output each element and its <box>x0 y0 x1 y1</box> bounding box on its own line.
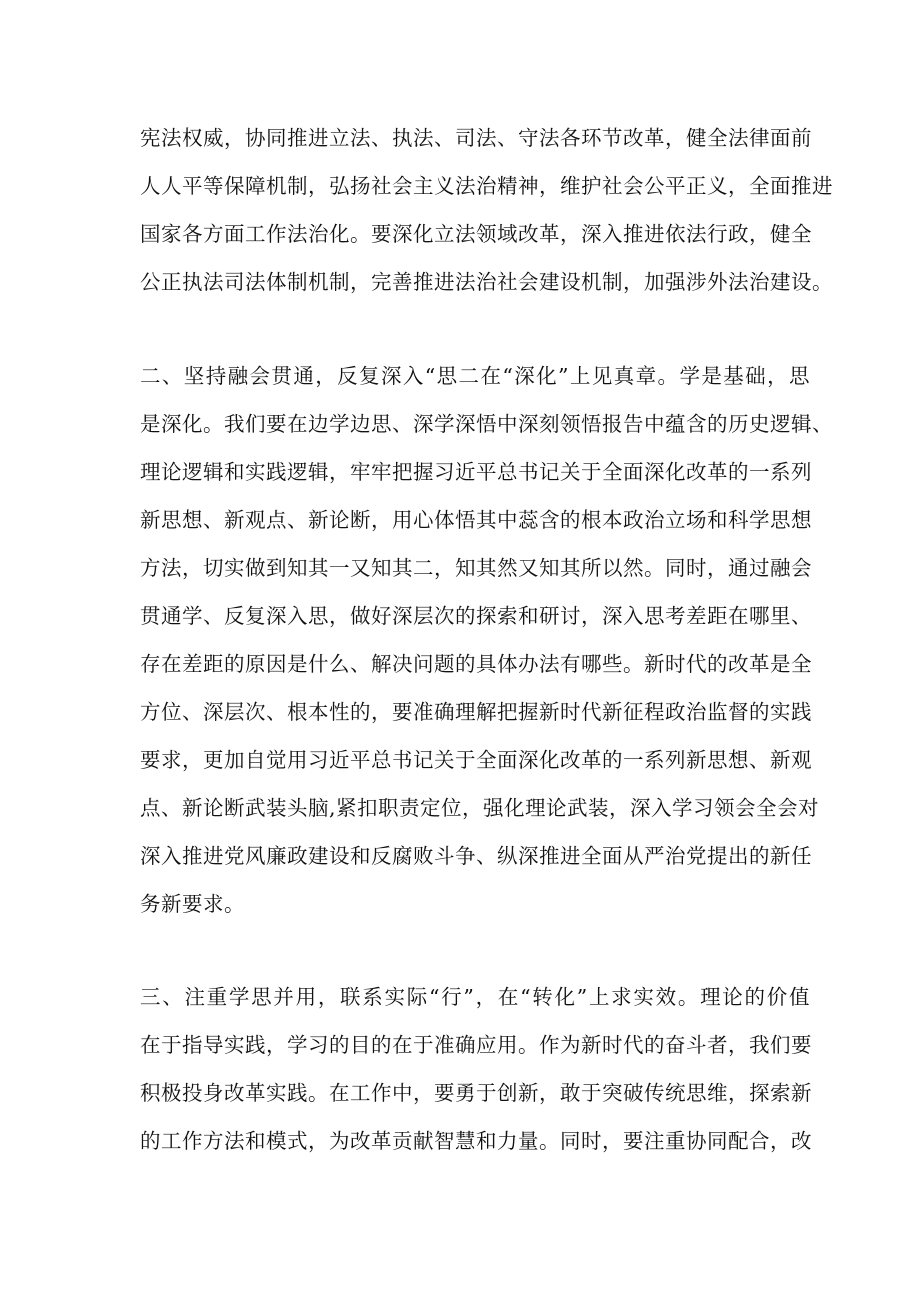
paragraph-2-line-7: 存在差距的原因是什么、解决问题的具体办法有哪些。新时代的改革是全 <box>140 652 812 676</box>
paragraph-2-line-3: 理论逻辑和实践逻辑，牢牢把握习近平总书记关于全面深化改革的一系列 <box>140 460 812 484</box>
paragraph-3-line-2: 在于指导实践，学习的目的在于准确应用。作为新时代的奋斗者，我们要 <box>140 1033 812 1057</box>
paragraph-2-line-6: 贯通学、反复深入思，做好深层次的探索和研讨，深入思考差距在哪里、 <box>140 604 812 628</box>
paragraph-1-line-2: 人人平等保障机制，弘扬社会主义法治精神，维护社会公平正义，全面推进 <box>140 174 833 198</box>
paragraph-2-line-12: 务新要求。 <box>140 892 245 916</box>
paragraph-3-line-1: 三、注重学思并用，联系实际“行”，在“转化”上求实效。理论的价值 <box>140 985 810 1009</box>
paragraph-1-line-1: 宪法权威，协同推进立法、执法、司法、守法各环节改革，健全法律面前 <box>140 126 812 150</box>
paragraph-2-line-1: 二、坚持融会贯通，反复深入“思二在“深化”上见真章。学是基础，思 <box>140 364 810 388</box>
paragraph-2-line-9: 要求，更加自觉用习近平总书记关于全面深化改革的一系列新思想、新观 <box>140 748 812 772</box>
paragraph-3-line-4: 的工作方法和模式，为改革贡献智慧和力量。同时，要注重协同配合，改 <box>140 1129 812 1153</box>
paragraph-2-line-5: 方法，切实做到知其一又知其二，知其然又知其所以然。同时，通过融会 <box>140 556 812 580</box>
paragraph-2-line-8: 方位、深层次、根本性的，要准确理解把握新时代新征程政治监督的实践 <box>140 700 812 724</box>
paragraph-2-line-2: 是深化。我们要在边学边思、深学深悟中深刻领悟报告中蕴含的历史逻辑、 <box>140 412 833 436</box>
paragraph-1-line-3: 国家各方面工作法治化。要深化立法领域改革，深入推进依法行政，健全 <box>140 222 812 246</box>
paragraph-2-line-11: 深入推进党风廉政建设和反腐败斗争、纵深推进全面从严治党提出的新任 <box>140 844 812 868</box>
paragraph-2-line-4: 新思想、新观点、新论断，用心体悟其中蕊含的根本政治立场和科学思想 <box>140 508 812 532</box>
paragraph-1-line-4: 公正执法司法体制机制，完善推进法治社会建设机制，加强涉外法治建设。 <box>140 270 833 294</box>
paragraph-3-line-3: 积极投身改革实践。在工作中，要勇于创新，敢于突破传统思维，探索新 <box>140 1081 812 1105</box>
paragraph-2-line-10: 点、新论断武装头脑,紧扣职责定位，强化理论武装，深入学习领会全会对 <box>140 796 820 820</box>
